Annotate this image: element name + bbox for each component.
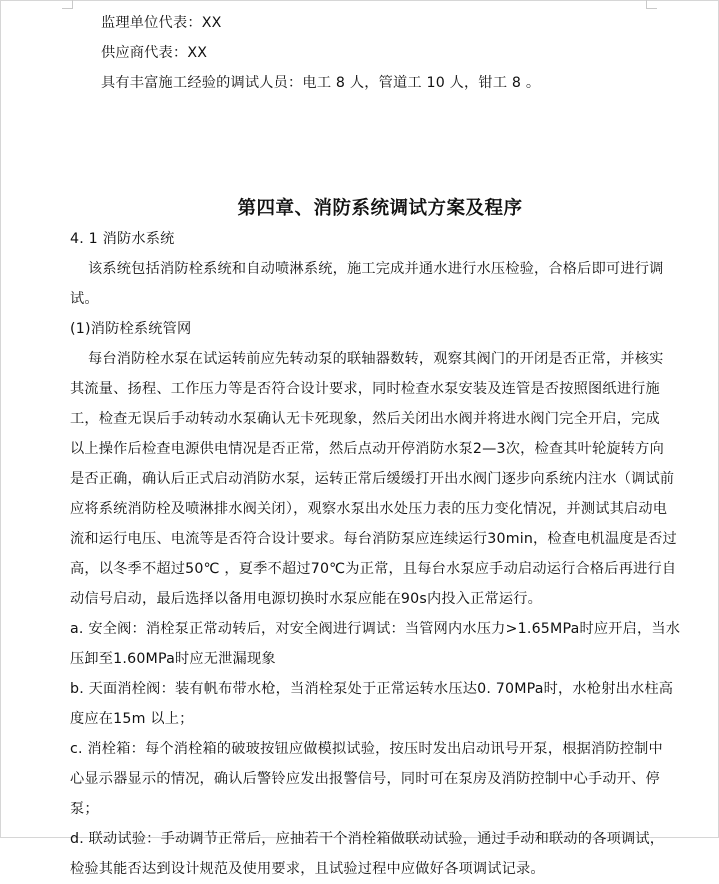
body-line: 应将系统消防栓及喷淋排水阀关闭），观察水泵出水处压力表的压力变化情况，并测试其启动电 [70,501,668,517]
item-c-line: c. 消栓箱：每个消栓箱的破玻按钮应做模拟试验，按压时发出启动讯号开泵，根据消防控制中 [70,741,663,757]
intro-line-1: 该系统包括消防栓系统和自动喷淋系统，施工完成并通水进行水压检验，合格后即可进行调 [88,261,664,277]
item-d-line: d. 联动试验：手动调节正常后，应抽若干个消栓箱做联动试验，通过手动和联动的各项调试， [70,831,665,847]
item-c-line: 泵； [70,801,99,817]
item-b-line: b. 天面消栓阀：装有帆布带水枪，当消栓泵处于正常运转水压达0. 70MPa时，水枪射出水柱高 [70,681,674,697]
body-line: 流和运行电压、电流等是否符合设计要求。每台消防泵应连续运行30min，检查电机温度是否过 [70,531,677,547]
item-a-line: 压卸至1.60MPa时应无泄漏现象 [70,651,276,667]
item-b-line: 度应在15m 以上； [70,711,194,727]
item-a-line: a. 安全阀：消栓泵正常动转后，对安全阀进行调试：当管网内水压力>1.65MPa时应开启，当水 [70,621,681,637]
staff-line: 具有丰富施工经验的调试人员：电工 8 人，管道工 10 人，钳工 8 。 [101,75,541,91]
body-line: 其流量、扬程、工作压力等是否符合设计要求，同时检查水泵安装及连管是否按照图纸进行施 [70,381,660,397]
body-line: 是否正确，确认后正式启动消防水泵，运转正常后缓缓打开出水阀门逐步向系统内注水（调试前 [70,471,675,487]
body-line: 每台消防栓水泵在试运转前应先转动泵的联轴器数转，观察其阀门的开闭是否正常，并核实 [88,351,664,367]
body-line: 工，检查无误后手动转动水泵确认无卡死现象，然后关闭出水阀并将进水阀门完全开启，完成 [70,411,660,427]
section-heading: 4. 1 消防水系统 [70,231,175,247]
intro-line-2: 试。 [70,291,99,307]
body-line: 高，以冬季不超过50℃ ，夏季不超过70℃为正常，且每台水泵应手动启动运行合格后再进行自 [70,561,677,577]
body-line: 以上操作后检查电源供电情况是否正常，然后点动开停消防水泵2—3次，检查其叶轮旋转方向 [70,441,664,457]
item-d-line: 检验其能否达到设计规范及使用要求，且试验过程中应做好各项调试记录。 [70,861,545,877]
document-page [70,0,681,884]
supervisor-rep-line: 监理单位代表：XX [101,15,222,31]
subsection-heading: (1)消防栓系统管网 [70,321,192,337]
body-line: 动信号启动，最后选择以备用电源切换时水泵应能在90s内投入正常运行。 [70,591,543,607]
chapter-title: 第四章、消防系统调试方案及程序 [237,198,523,219]
supplier-rep-line: 供应商代表：XX [101,45,208,61]
item-c-line: 心显示器显示的情况，确认后警铃应发出报警信号，同时可在泵房及消防控制中心手动开、停 [70,771,660,787]
